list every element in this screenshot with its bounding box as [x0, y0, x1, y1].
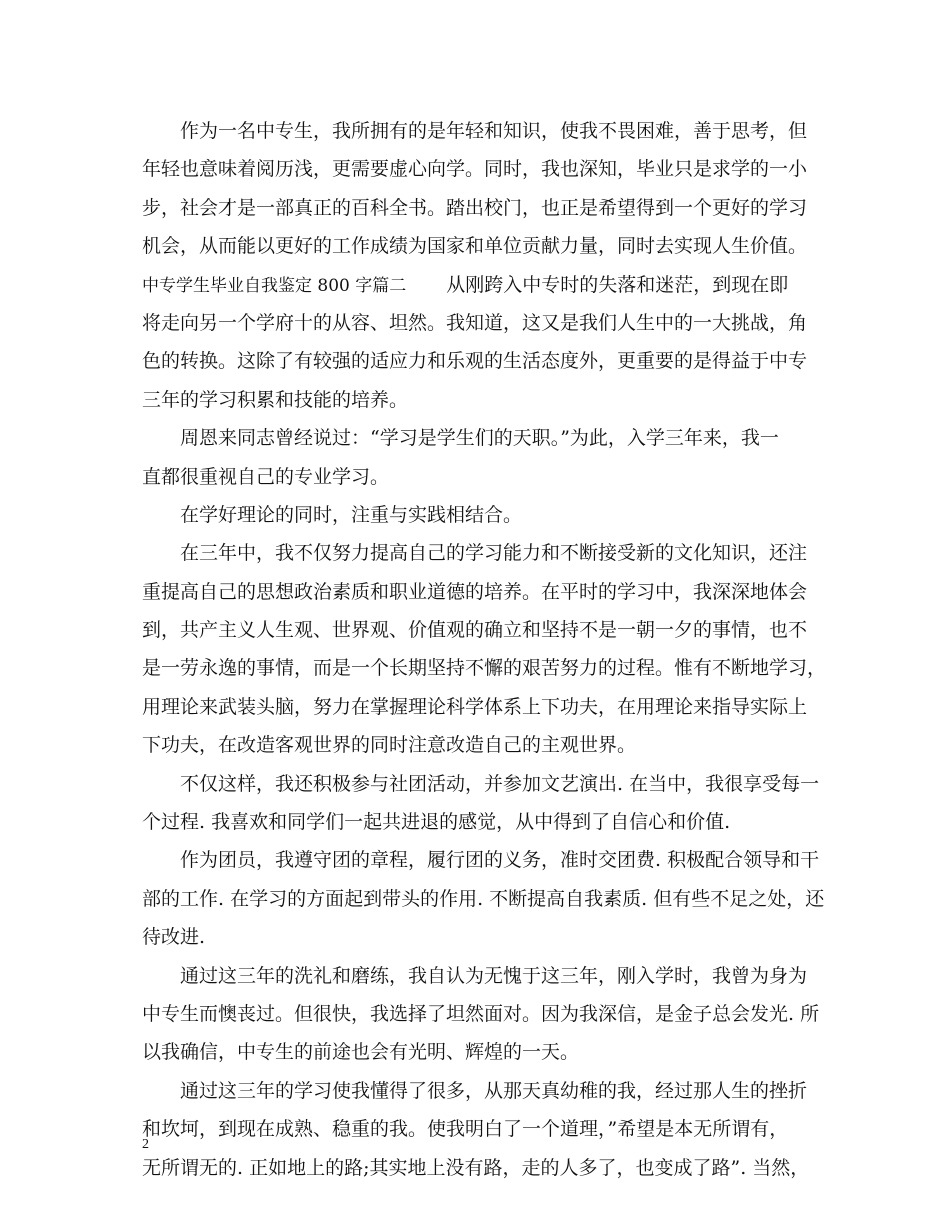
- text-line: 下功夫，在改造客观世界的同时注意改造自己的主观世界。: [142, 734, 637, 757]
- text-line: 年轻也意味着阅历浅，更需要虚心向学。同时，我也深知，毕业只是求学的一小: [142, 158, 808, 181]
- page-number: 2: [142, 1137, 149, 1152]
- text-line: 以我确信，中专生的前途也会有光明、辉煌的一天。: [142, 1041, 580, 1064]
- text-line: 中专生而懊丧过。但很快，我选择了坦然面对。因为我深信，是金子总会发光. 所: [142, 1002, 820, 1025]
- section-heading-line: [142, 266, 822, 304]
- document-body: [142, 112, 827, 1187]
- text-line: 直都很重视自己的专业学习。: [142, 465, 390, 488]
- text-line: 三年的学习积累和技能的培养。: [142, 388, 409, 411]
- text-line: 作为团员，我遵守团的章程，履行团的义务，准时交团费. 积极配合领导和干: [180, 849, 820, 872]
- text-line: 在三年中，我不仅努力提高自己的学习能力和不断接受新的文化知识，还注: [180, 542, 808, 565]
- text-line: 不仅这样，我还积极参与社团活动，并参加文艺演出. 在当中，我很享受每一: [180, 772, 820, 795]
- text-line: 和坎坷，到现在成熟、稳重的我。使我明白了一个道理，”希望是本无所谓有，: [142, 1118, 789, 1141]
- text-line: 通过这三年的洗礼和磨练，我自认为无愧于这三年，刚入学时，我曾为身为: [180, 964, 808, 987]
- text-line: 色的转换。这除了有较强的适应力和乐观的生活态度外，更重要的是得益于中专: [142, 350, 808, 373]
- text-line: 步，社会才是一部真正的百科全书。踏出校门，也正是希望得到一个更好的学习: [142, 196, 808, 219]
- text-line: 作为一名中专生，我所拥有的是年轻和知识，使我不畏困难，善于思考，但: [180, 120, 808, 142]
- text-line: 机会，从而能以更好的工作成绩为国家和单位贡献力量，同时去实现人生价值。: [142, 235, 808, 258]
- text-line: 用理论来武装头脑，努力在掌握理论科学体系上下功夫，在用理论来指导实际上: [142, 695, 808, 718]
- text-line: 是一劳永逸的事情，而是一个长期坚持不懈的艰苦努力的过程。惟有不断地学习，: [142, 657, 827, 680]
- text-line: 个过程. 我喜欢和同学们一起共进退的感觉，从中得到了自信心和价值.: [142, 811, 731, 834]
- text-line: 重提高自己的思想政治素质和职业道德的培养。在平时的学习中，我深深地体会: [142, 580, 808, 603]
- text-line: 在学好理论的同时，注重与实践相结合。: [180, 503, 523, 526]
- text-line: 无所谓无的. 正如地上的路;其实地上没有路，走的人多了，也变成了路”. 当然，: [142, 1156, 810, 1179]
- text-line: 待改进.: [142, 926, 206, 949]
- text-line: 到，共产主义人生观、世界观、价值观的确立和坚持不是一朝一夕的事情，也不: [142, 619, 808, 642]
- text-line: 周恩来同志曾经说过：“学习是学生们的天职。”为此，入学三年来，我一: [180, 427, 779, 450]
- text-line: 将走向另一个学府十的从容、坦然。我知道，这又是我们人生中的一大挑战，角: [142, 311, 808, 334]
- section-heading: 中专学生毕业自我鉴定 800 字篇二: [142, 275, 407, 296]
- text-line: 部的工作. 在学习的方面起到带头的作用. 不断提高自我素质. 但有些不足之处，还: [142, 887, 825, 910]
- text-line: 通过这三年的学习使我懂得了很多，从那天真幼稚的我，经过那人生的挫折: [180, 1079, 808, 1102]
- text-line-part: 从刚跨入中专时的失落和迷茫，到现在即: [446, 273, 789, 296]
